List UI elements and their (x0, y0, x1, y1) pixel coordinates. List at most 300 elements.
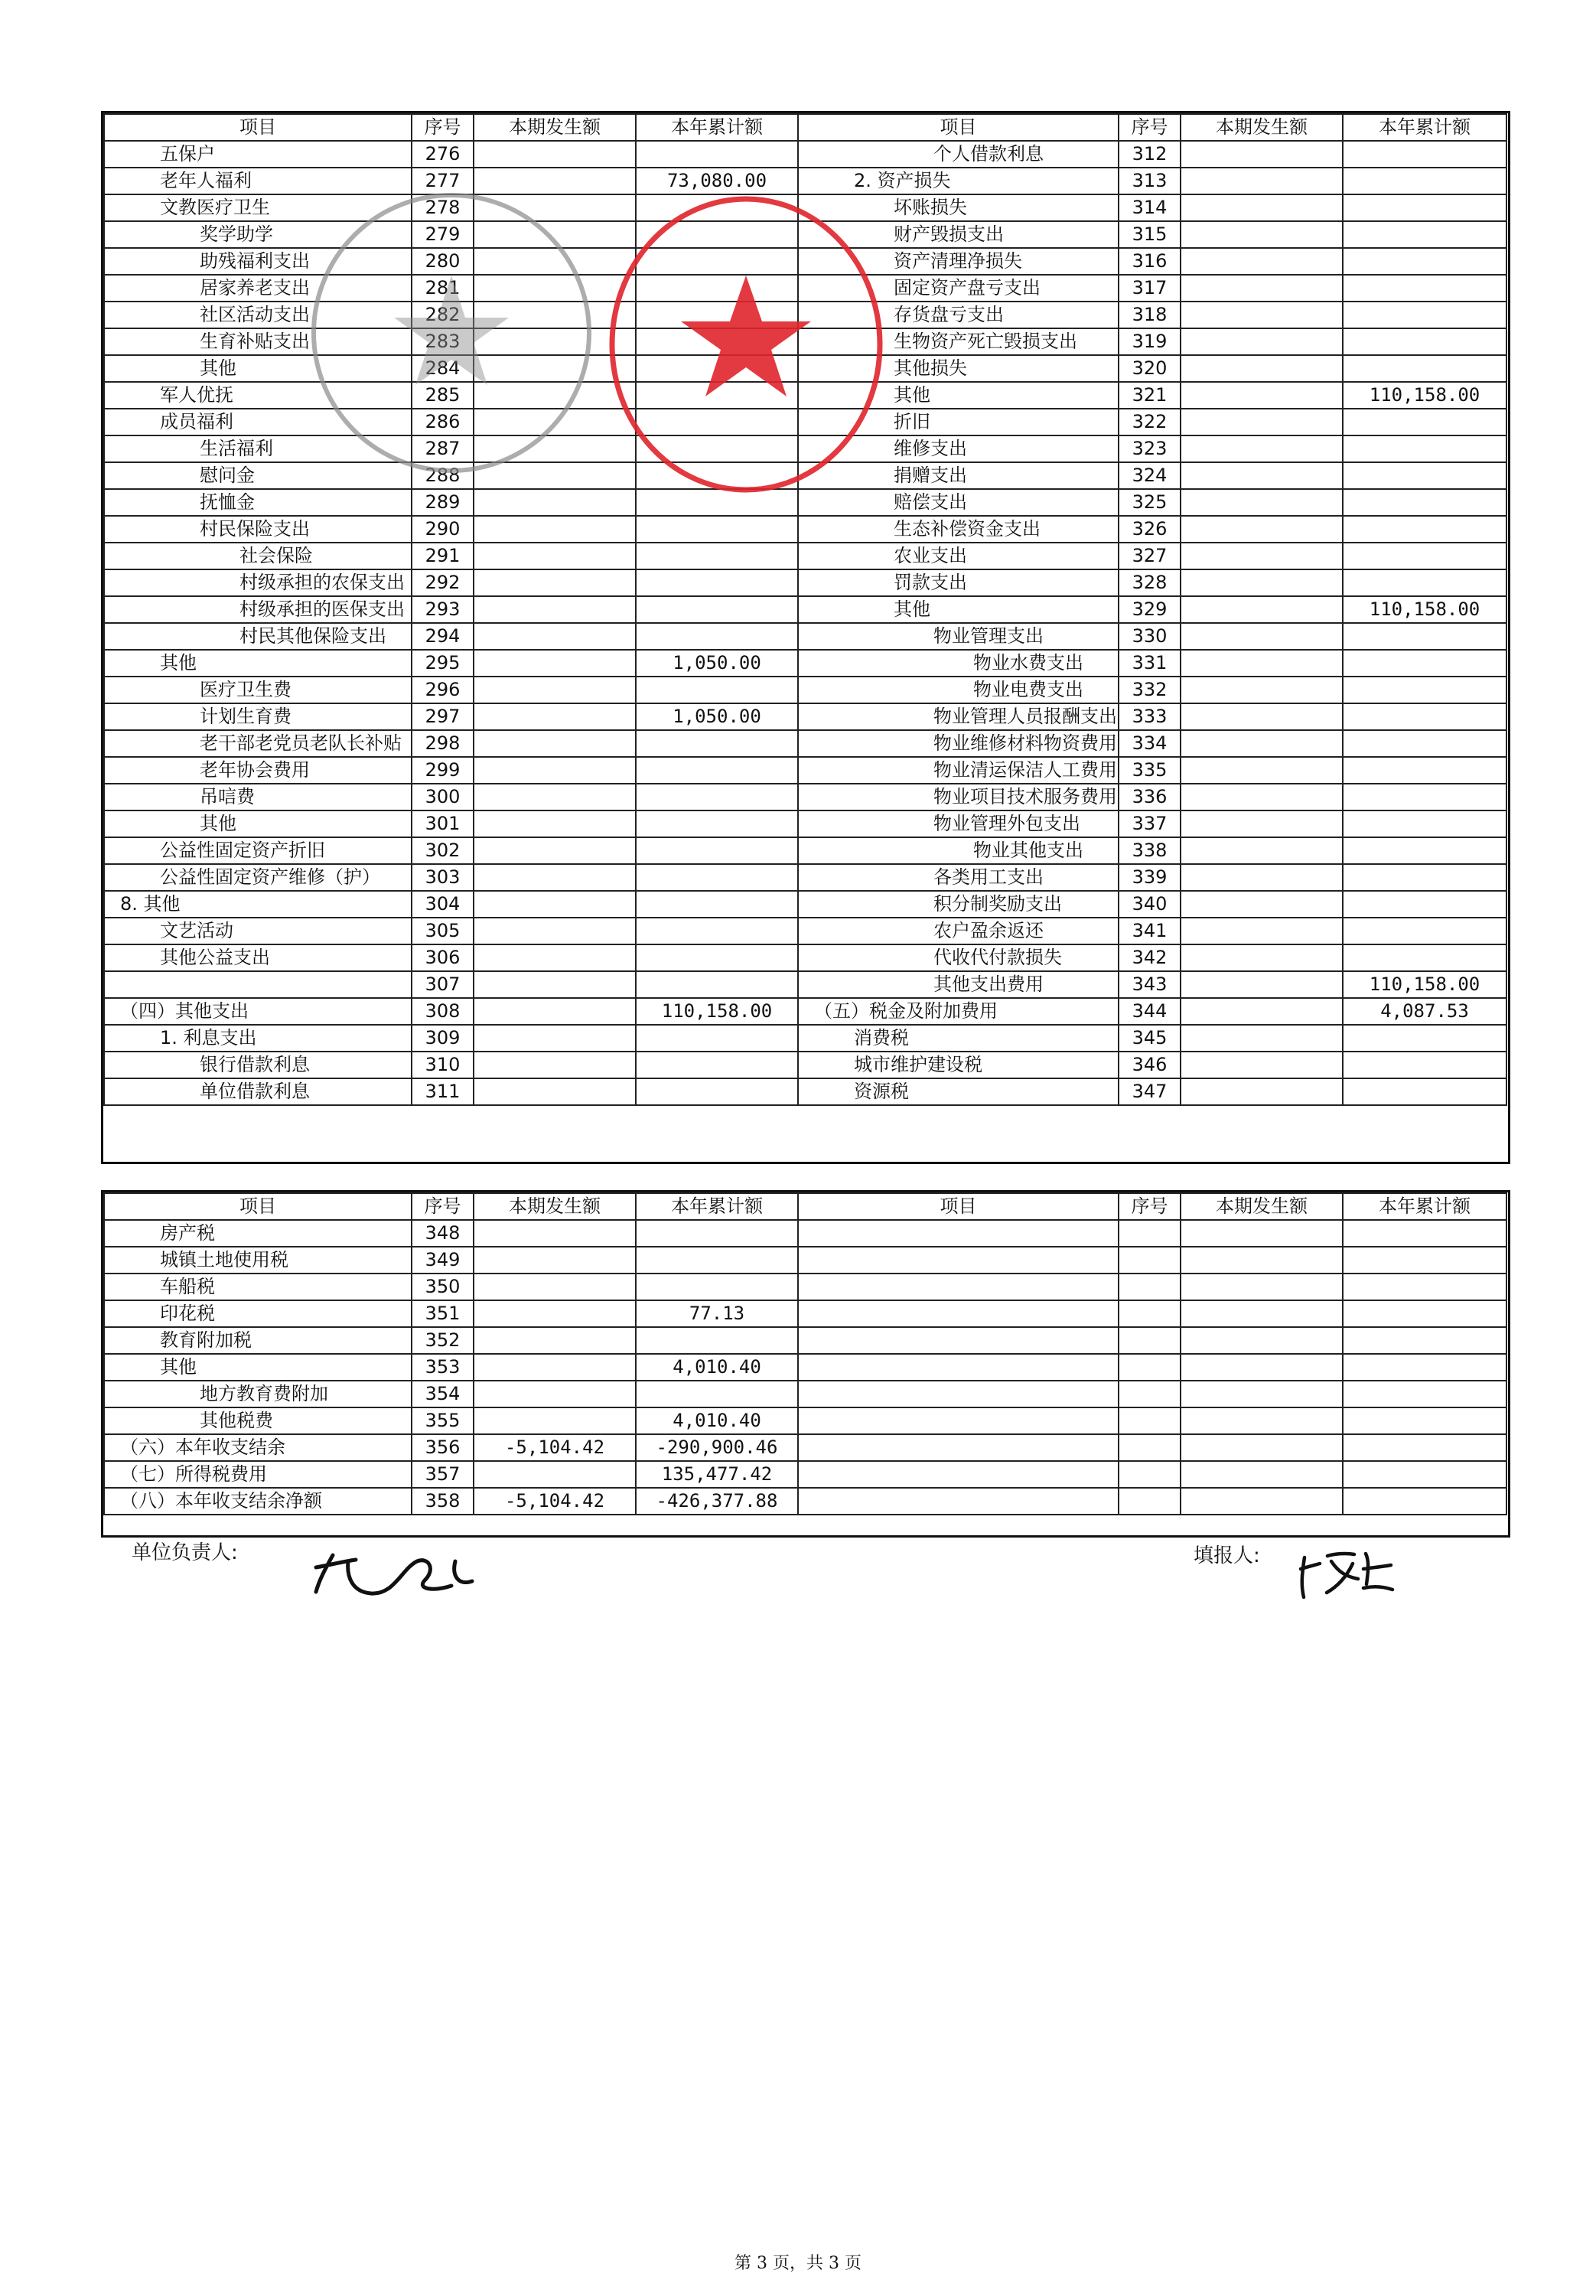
seq-cell: 279 (412, 221, 474, 248)
seq-cell: 358 (412, 1488, 474, 1515)
empty-cell (1343, 1407, 1506, 1434)
current-header: 本期发生额 (1181, 1193, 1343, 1220)
seq-cell: 289 (412, 489, 474, 516)
item-label: 其他 (104, 355, 412, 382)
table-row (104, 1052, 1506, 1078)
ytd-amount-cell (1343, 1025, 1506, 1052)
seq-cell: 301 (412, 810, 474, 837)
current-amount-cell (1181, 757, 1343, 784)
current-amount-cell (1181, 944, 1343, 971)
seq-cell: 328 (1119, 569, 1181, 596)
current-amount-cell (1181, 1078, 1343, 1105)
ytd-amount-cell (1343, 569, 1506, 596)
current-amount-cell (474, 944, 636, 971)
item-label: 物业电费支出 (798, 677, 1119, 703)
seq-cell: 307 (412, 971, 474, 998)
ytd-amount-cell (1343, 1052, 1506, 1078)
item-label: 其他 (104, 1354, 412, 1381)
current-header: 本期发生额 (474, 1193, 636, 1220)
current-amount-cell (474, 1025, 636, 1052)
item-label: 物业水费支出 (798, 650, 1119, 677)
item-label: 其他 (104, 650, 412, 677)
empty-cell (1119, 1407, 1181, 1434)
seq-cell: 342 (1119, 944, 1181, 971)
current-amount-cell (474, 1078, 636, 1105)
item-label: 单位借款利息 (104, 1078, 412, 1105)
table-row (104, 516, 1506, 543)
table-row (104, 623, 1506, 650)
current-amount-cell (474, 543, 636, 569)
item-label: 坏账损失 (798, 194, 1119, 221)
table-row (104, 1220, 1506, 1247)
empty-cell (1119, 1247, 1181, 1274)
seq-cell: 278 (412, 194, 474, 221)
current-amount-cell (474, 141, 636, 168)
item-header: 项目 (104, 114, 412, 141)
table2-header-row (104, 1193, 1506, 1220)
item-label: 村民保险支出 (104, 516, 412, 543)
current-amount-cell (474, 1247, 636, 1274)
current-amount-cell (1181, 435, 1343, 462)
current-amount-cell (474, 810, 636, 837)
item-label: 抚恤金 (104, 489, 412, 516)
ytd-amount-cell (1343, 409, 1506, 435)
ytd-amount-cell (1343, 730, 1506, 757)
current-amount-cell (1181, 918, 1343, 944)
item-label: 军人优抚 (104, 382, 412, 409)
ytd-amount-cell (1343, 462, 1506, 489)
ytd-amount-cell: 110,158.00 (1343, 971, 1506, 998)
current-amount-cell (1181, 677, 1343, 703)
item-label: 奖学助学 (104, 221, 412, 248)
table-row (104, 543, 1506, 569)
current-amount-cell: -5,104.42 (474, 1434, 636, 1461)
empty-cell (798, 1274, 1119, 1300)
ytd-amount-cell (636, 569, 798, 596)
ytd-amount-cell (636, 810, 798, 837)
seq-cell: 282 (412, 302, 474, 328)
seq-cell: 312 (1119, 141, 1181, 168)
item-label: 村民其他保险支出 (104, 623, 412, 650)
table-row (104, 784, 1506, 810)
ytd-amount-cell (1343, 918, 1506, 944)
table-row (104, 998, 1506, 1025)
ytd-amount-cell (1343, 703, 1506, 730)
item-label: 固定资产盘亏支出 (798, 275, 1119, 302)
empty-cell (1343, 1488, 1506, 1515)
table-row (104, 569, 1506, 596)
empty-cell (798, 1300, 1119, 1327)
preparer-signature (1293, 1542, 1400, 1603)
ytd-amount-cell (636, 864, 798, 891)
ytd-amount-cell (636, 516, 798, 543)
seq-cell: 311 (412, 1078, 474, 1105)
item-label: 各类用工支出 (798, 864, 1119, 891)
ytd-amount-cell (636, 918, 798, 944)
empty-cell (1343, 1434, 1506, 1461)
ytd-amount-cell (1343, 1078, 1506, 1105)
ytd-amount-cell (1343, 302, 1506, 328)
table-row (104, 1025, 1506, 1052)
table-row (104, 730, 1506, 757)
preparer-label: 填报人: (1194, 1544, 1260, 1567)
ytd-amount-cell (636, 784, 798, 810)
ytd-amount-cell: 1,050.00 (636, 650, 798, 677)
item-label: 居家养老支出 (104, 275, 412, 302)
empty-cell (1343, 1247, 1506, 1274)
seq-cell: 293 (412, 596, 474, 623)
seq-cell: 324 (1119, 462, 1181, 489)
ytd-amount-cell (636, 1327, 798, 1354)
item-label: 其他损失 (798, 355, 1119, 382)
current-amount-cell (1181, 462, 1343, 489)
ytd-amount-cell: 77.13 (636, 1300, 798, 1327)
seq-cell: 343 (1119, 971, 1181, 998)
table-row (104, 1300, 1506, 1327)
seq-cell: 329 (1119, 596, 1181, 623)
current-amount-cell (474, 757, 636, 784)
table-row (104, 1078, 1506, 1105)
empty-cell (798, 1407, 1119, 1434)
item-label: （五）税金及附加费用 (798, 998, 1119, 1025)
ytd-header: 本年累计额 (636, 1193, 798, 1220)
current-amount-cell (1181, 891, 1343, 918)
seq-cell: 327 (1119, 543, 1181, 569)
current-amount-cell (474, 784, 636, 810)
current-header: 本期发生额 (1181, 114, 1343, 141)
item-label: （八）本年收支结余净额 (104, 1488, 412, 1515)
item-label: 8. 其他 (104, 891, 412, 918)
ytd-amount-cell: 110,158.00 (1343, 382, 1506, 409)
unit-head-signature (302, 1538, 486, 1607)
empty-cell (1181, 1220, 1343, 1247)
item-label: 存货盘亏支出 (798, 302, 1119, 328)
item-label: 五保户 (104, 141, 412, 168)
current-amount-cell (1181, 730, 1343, 757)
current-header: 本期发生额 (474, 114, 636, 141)
empty-cell (1181, 1247, 1343, 1274)
seq-cell: 314 (1119, 194, 1181, 221)
seq-cell: 288 (412, 462, 474, 489)
item-label (104, 971, 412, 998)
item-label: 积分制奖励支出 (798, 891, 1119, 918)
empty-cell (1343, 1327, 1506, 1354)
table-row (104, 944, 1506, 971)
item-label: 2. 资产损失 (798, 168, 1119, 194)
current-amount-cell (1181, 409, 1343, 435)
current-amount-cell (1181, 516, 1343, 543)
seq-cell: 334 (1119, 730, 1181, 757)
current-amount-cell (474, 1274, 636, 1300)
item-label: 助残福利支出 (104, 248, 412, 275)
ytd-amount-cell (1343, 810, 1506, 837)
item-header: 项目 (798, 1193, 1119, 1220)
item-label: 老年协会费用 (104, 757, 412, 784)
seq-cell: 332 (1119, 677, 1181, 703)
ytd-amount-cell (1343, 784, 1506, 810)
ytd-amount-cell (636, 543, 798, 569)
ytd-amount-cell (1343, 944, 1506, 971)
seq-cell: 350 (412, 1274, 474, 1300)
seq-cell: 326 (1119, 516, 1181, 543)
item-label: 城镇土地使用税 (104, 1247, 412, 1274)
ytd-amount-cell (1343, 275, 1506, 302)
item-label: 物业其他支出 (798, 837, 1119, 864)
empty-cell (1343, 1274, 1506, 1300)
current-amount-cell (1181, 971, 1343, 998)
table-row (104, 1461, 1506, 1488)
table-row (104, 918, 1506, 944)
current-amount-cell (474, 569, 636, 596)
current-amount-cell (474, 1327, 636, 1354)
seq-cell: 281 (412, 275, 474, 302)
seq-cell: 354 (412, 1381, 474, 1407)
current-amount-cell (474, 998, 636, 1025)
ytd-amount-cell (636, 1078, 798, 1105)
seq-cell: 304 (412, 891, 474, 918)
current-amount-cell (1181, 275, 1343, 302)
ytd-amount-cell: 4,087.53 (1343, 998, 1506, 1025)
empty-cell (1181, 1488, 1343, 1515)
empty-cell (1343, 1381, 1506, 1407)
seq-cell: 277 (412, 168, 474, 194)
empty-cell (1181, 1407, 1343, 1434)
ytd-amount-cell: -426,377.88 (636, 1488, 798, 1515)
seq-cell: 325 (1119, 489, 1181, 516)
ytd-amount-cell (1343, 677, 1506, 703)
item-label: 物业清运保洁人工费用 (798, 757, 1119, 784)
seq-cell: 340 (1119, 891, 1181, 918)
item-label: 村级承担的医保支出 (104, 596, 412, 623)
ytd-amount-cell (1343, 864, 1506, 891)
empty-cell (1343, 1220, 1506, 1247)
ytd-amount-cell (1343, 489, 1506, 516)
ytd-amount-cell (636, 757, 798, 784)
ytd-amount-cell: -290,900.46 (636, 1434, 798, 1461)
seq-cell: 348 (412, 1220, 474, 1247)
empty-cell (1181, 1274, 1343, 1300)
ytd-amount-cell (1343, 168, 1506, 194)
current-amount-cell (1181, 543, 1343, 569)
item-label: 公益性固定资产折旧 (104, 837, 412, 864)
item-label: 财产毁损支出 (798, 221, 1119, 248)
current-amount-cell (474, 677, 636, 703)
item-label: 社区活动支出 (104, 302, 412, 328)
seq-cell: 299 (412, 757, 474, 784)
current-amount-cell (1181, 168, 1343, 194)
item-label: 物业管理人员报酬支出 (798, 703, 1119, 730)
ytd-amount-cell (636, 1220, 798, 1247)
ytd-amount-cell: 1,050.00 (636, 703, 798, 730)
empty-cell (1181, 1381, 1343, 1407)
ytd-amount-cell (636, 837, 798, 864)
table-row (104, 810, 1506, 837)
empty-cell (1181, 1300, 1343, 1327)
item-label: 计划生育费 (104, 703, 412, 730)
ytd-amount-cell (1343, 221, 1506, 248)
item-label: （四）其他支出 (104, 998, 412, 1025)
item-label: 文艺活动 (104, 918, 412, 944)
seq-cell: 313 (1119, 168, 1181, 194)
seq-cell: 352 (412, 1327, 474, 1354)
seq-cell: 335 (1119, 757, 1181, 784)
seq-cell: 322 (1119, 409, 1181, 435)
seq-cell: 356 (412, 1434, 474, 1461)
item-label: 其他 (798, 596, 1119, 623)
current-amount-cell (1181, 784, 1343, 810)
item-label: 资产清理净损失 (798, 248, 1119, 275)
ytd-amount-cell (636, 730, 798, 757)
ytd-amount-cell (1343, 837, 1506, 864)
seq-cell: 309 (412, 1025, 474, 1052)
ytd-amount-cell (1343, 623, 1506, 650)
empty-cell (1181, 1434, 1343, 1461)
current-amount-cell (474, 1407, 636, 1434)
item-label: 其他 (798, 382, 1119, 409)
item-label: （七）所得税费用 (104, 1461, 412, 1488)
seq-cell: 298 (412, 730, 474, 757)
item-label: 生活福利 (104, 435, 412, 462)
current-amount-cell: -5,104.42 (474, 1488, 636, 1515)
current-amount-cell (1181, 596, 1343, 623)
ytd-amount-cell (1343, 891, 1506, 918)
seq-cell: 341 (1119, 918, 1181, 944)
ytd-amount-cell: 4,010.40 (636, 1354, 798, 1381)
current-amount-cell (474, 623, 636, 650)
current-amount-cell (474, 971, 636, 998)
item-label: 老干部老党员老队长补贴 (104, 730, 412, 757)
empty-cell (1181, 1354, 1343, 1381)
ytd-amount-cell (1343, 435, 1506, 462)
empty-cell (1343, 1354, 1506, 1381)
current-amount-cell (474, 650, 636, 677)
current-amount-cell (1181, 837, 1343, 864)
item-label: 其他 (104, 810, 412, 837)
table-row (104, 1327, 1506, 1354)
unit-head-label: 单位负责人: (132, 1541, 238, 1564)
current-amount-cell (474, 703, 636, 730)
ytd-amount-cell (1343, 194, 1506, 221)
empty-cell (1119, 1381, 1181, 1407)
page-footer: 第 3 页，共 3 页 (734, 2254, 862, 2273)
current-amount-cell (1181, 998, 1343, 1025)
item-label: 资源税 (798, 1078, 1119, 1105)
current-amount-cell (1181, 703, 1343, 730)
item-label: 赔偿支出 (798, 489, 1119, 516)
item-label: 物业项目技术服务费用 (798, 784, 1119, 810)
current-amount-cell (474, 730, 636, 757)
current-amount-cell (1181, 1052, 1343, 1078)
current-amount-cell (1181, 489, 1343, 516)
seq-cell: 305 (412, 918, 474, 944)
ytd-amount-cell (1343, 141, 1506, 168)
seq-cell: 287 (412, 435, 474, 462)
seq-cell: 308 (412, 998, 474, 1025)
seq-cell: 316 (1119, 248, 1181, 275)
empty-cell (1181, 1327, 1343, 1354)
seq-cell: 292 (412, 569, 474, 596)
table-row (104, 677, 1506, 703)
empty-cell (1343, 1300, 1506, 1327)
table-row (104, 1488, 1506, 1515)
ytd-amount-cell (636, 141, 798, 168)
seq-cell: 296 (412, 677, 474, 703)
item-label: 银行借款利息 (104, 1052, 412, 1078)
ytd-amount-cell: 73,080.00 (636, 168, 798, 194)
ledger-table-2 (103, 1192, 1507, 1515)
ytd-amount-cell (636, 891, 798, 918)
table-row (104, 650, 1506, 677)
item-label: 物业管理外包支出 (798, 810, 1119, 837)
item-label: 成员福利 (104, 409, 412, 435)
seq-cell: 276 (412, 141, 474, 168)
empty-cell (798, 1461, 1119, 1488)
seq-cell: 294 (412, 623, 474, 650)
item-header: 项目 (798, 114, 1119, 141)
item-label: 其他税费 (104, 1407, 412, 1434)
current-amount-cell (1181, 248, 1343, 275)
item-label: 生育补贴支出 (104, 328, 412, 355)
seq-cell: 285 (412, 382, 474, 409)
seq-cell: 302 (412, 837, 474, 864)
seq-cell: 345 (1119, 1025, 1181, 1052)
item-label: 代收代付款损失 (798, 944, 1119, 971)
item-label: 物业管理支出 (798, 623, 1119, 650)
item-label: 消费税 (798, 1025, 1119, 1052)
current-amount-cell (474, 837, 636, 864)
seq-header: 序号 (412, 1193, 474, 1220)
seq-cell: 310 (412, 1052, 474, 1078)
table-row (104, 1354, 1506, 1381)
item-label: 农业支出 (798, 543, 1119, 569)
seq-cell: 353 (412, 1354, 474, 1381)
current-amount-cell (474, 596, 636, 623)
ytd-amount-cell (636, 1381, 798, 1407)
ytd-amount-cell (636, 677, 798, 703)
seq-cell: 290 (412, 516, 474, 543)
current-amount-cell (474, 918, 636, 944)
item-label: 生态补偿资金支出 (798, 516, 1119, 543)
current-amount-cell (1181, 810, 1343, 837)
seq-cell: 295 (412, 650, 474, 677)
item-label: 公益性固定资产维修（护） (104, 864, 412, 891)
current-amount-cell (1181, 194, 1343, 221)
ytd-header: 本年累计额 (636, 114, 798, 141)
item-label: 地方教育费附加 (104, 1381, 412, 1407)
current-amount-cell (474, 891, 636, 918)
current-amount-cell (474, 1052, 636, 1078)
empty-cell (1119, 1220, 1181, 1247)
current-amount-cell (474, 864, 636, 891)
seq-cell: 355 (412, 1407, 474, 1434)
item-label: 罚款支出 (798, 569, 1119, 596)
ytd-amount-cell (636, 1025, 798, 1052)
seq-cell: 291 (412, 543, 474, 569)
seq-cell: 306 (412, 944, 474, 971)
table1-header-row (104, 114, 1506, 141)
current-amount-cell (1181, 355, 1343, 382)
item-label: 医疗卫生费 (104, 677, 412, 703)
empty-cell (1119, 1434, 1181, 1461)
item-label: 教育附加税 (104, 1327, 412, 1354)
empty-cell (1119, 1461, 1181, 1488)
seq-cell: 337 (1119, 810, 1181, 837)
item-label: 城市维护建设税 (798, 1052, 1119, 1078)
item-label: 个人借款利息 (798, 141, 1119, 168)
empty-cell (1343, 1461, 1506, 1488)
table-row (104, 837, 1506, 864)
item-label: 慰问金 (104, 462, 412, 489)
